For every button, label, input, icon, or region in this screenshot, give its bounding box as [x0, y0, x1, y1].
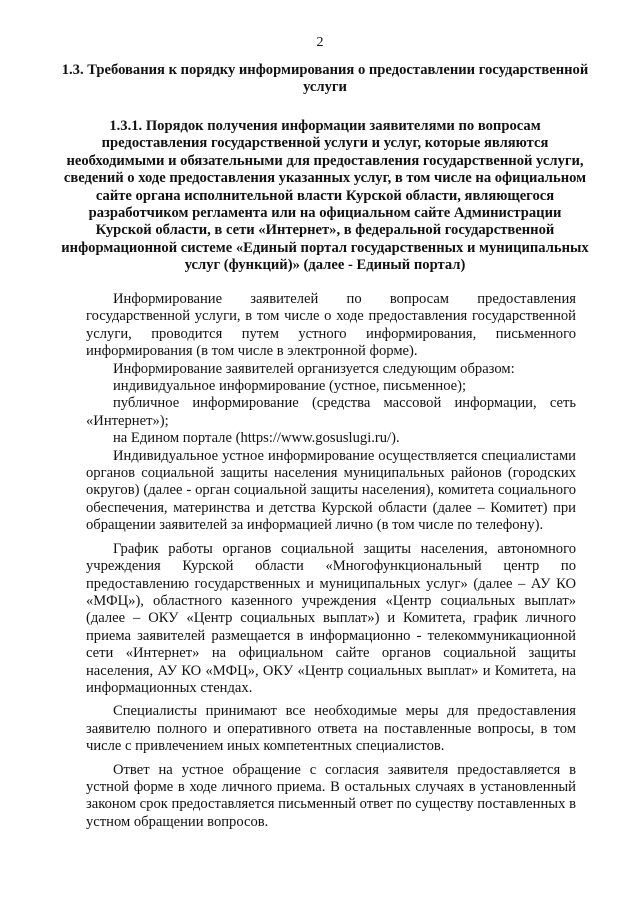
- page-number: 2: [316, 35, 324, 50]
- paragraph-specialists: Специалисты принимают все необходимые меры для предоставления заявителю полного и оперативного ответа на поставленные вопросы, в том числе с привлечением иных компетентных специалистов.: [86, 703, 576, 755]
- paragraph-informing-organization: Информирование заявителей организуется следующим образом:: [113, 360, 515, 377]
- section-title: 1.3. Требования к порядку информирования о предоставлении государственной услуги: [61, 62, 589, 96]
- paragraph-individual-informing: индивидуальное информирование (устное, письменное);: [113, 378, 467, 395]
- paragraph-informing-intro: Информирование заявителей по вопросам предоставления государственной услуги, в том числе о ходе предоставления государственной услуги, проводится путем устного информирования, письменного информирования (в том числе в электронной форме).: [86, 291, 576, 360]
- paragraph-unified-portal: на Едином портале (https://www.gosuslugi.ru/).: [113, 430, 400, 447]
- paragraph-public-informing: публичное информирование (средства массовой информации, сеть «Интернет»);: [86, 395, 576, 429]
- paragraph-work-schedule: График работы органов социальной защиты населения, автономного учреждения Курской области «Многофункциональный центр по предоставлению государственных и муниципальных услуг» (далее – АУ КО «МФЦ»), областного казенного учреждения «Центр социальных выплат» (далее – ОКУ «Центр социальных выплат») и Комитета, график личного приема заявителей размещается в информационно - телекоммуникационной сети «Интернет» на официальном сайте органов социальной защиты населения, АУ КО «МФЦ», ОКУ «Центр социальных выплат» и Комитета, на информационных стендах.: [86, 540, 576, 696]
- paragraph-oral-response: Ответ на устное обращение с согласия заявителя предоставляется в устной форме в ходе личного приема. В остальных случаях в установленный законом срок предоставляется письменный ответ по существу поставленных в устном обращении вопросов.: [86, 761, 576, 830]
- subsection-title: 1.3.1. Порядок получения информации заявителями по вопросам предоставления государственной услуги и услуг, которые являются необходимыми и обязательными для предоставления государственной услуги, сведений о ходе предоставления указанных услуг, в том числе на официальном сайте органа исполнительной власти Курской области, являющегося разработчиком регламента или на официальном сайте Администрации Курской области, в сети «Интернет», в федеральной государственной информационной системе «Единый портал государственных и муниципальных услуг (функций)» (далее - Единый портал): [61, 118, 589, 274]
- paragraph-oral-informing: Индивидуальное устное информирование осуществляется специалистами органов социальной защиты населения муниципальных районов (городских округов) (далее - орган социальной защиты населения), комитета социального обеспечения, материнства и детства Курской области (далее – Комитет) при обращении заявителей за информацией лично (в том числе по телефону).: [86, 447, 576, 534]
- document-body: [86, 291, 576, 831]
